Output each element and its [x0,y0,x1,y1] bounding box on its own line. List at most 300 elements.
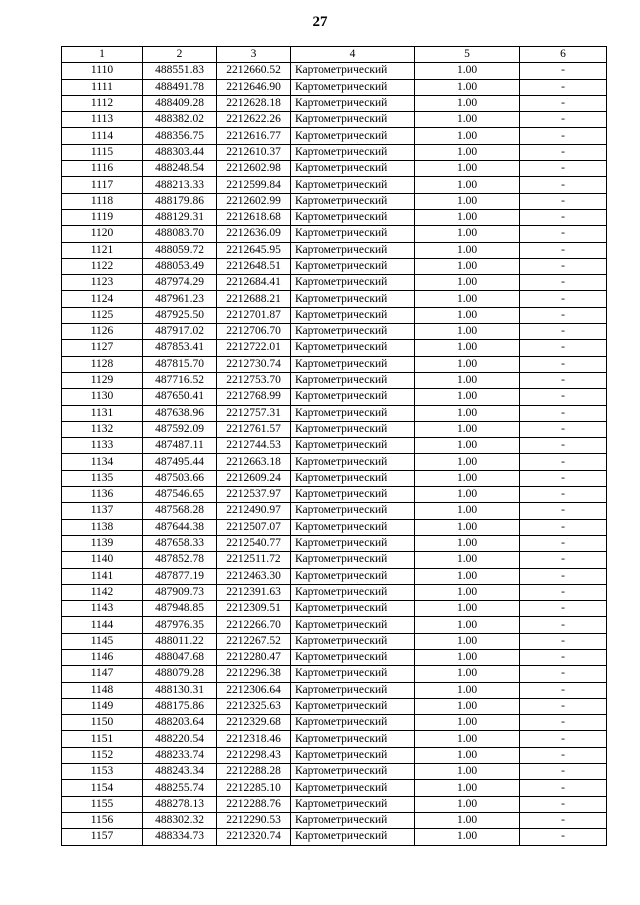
point-number-cell: 1123 [62,275,143,291]
note-cell: - [520,617,607,633]
accuracy-cell: 1.00 [415,177,520,193]
y-coordinate-cell: 2212753.70 [217,372,291,388]
y-coordinate-cell: 2212722.01 [217,340,291,356]
accuracy-cell: 1.00 [415,193,520,209]
note-cell: - [520,161,607,177]
method-cell: Картометрический [291,405,415,421]
note-cell: - [520,812,607,828]
table-row [62,682,607,698]
note-cell: - [520,63,607,79]
table-row [62,79,607,95]
point-number-cell: 1140 [62,552,143,568]
note-cell: - [520,177,607,193]
method-cell: Картометрический [291,601,415,617]
x-coordinate-cell: 487716.52 [143,372,217,388]
header-cell-6: 6 [520,47,607,63]
note-cell: - [520,568,607,584]
y-coordinate-cell: 2212490.97 [217,503,291,519]
method-cell: Картометрический [291,503,415,519]
header-cell-2: 2 [143,47,217,63]
y-coordinate-cell: 2212325.63 [217,698,291,714]
y-coordinate-cell: 2212511.72 [217,552,291,568]
accuracy-cell: 1.00 [415,552,520,568]
header-cell-1: 1 [62,47,143,63]
note-cell: - [520,649,607,665]
y-coordinate-cell: 2212616.77 [217,128,291,144]
x-coordinate-cell: 487917.02 [143,324,217,340]
accuracy-cell: 1.00 [415,698,520,714]
method-cell: Картометрический [291,242,415,258]
x-coordinate-cell: 487976.35 [143,617,217,633]
table-row [62,372,607,388]
y-coordinate-cell: 2212730.74 [217,356,291,372]
y-coordinate-cell: 2212622.26 [217,112,291,128]
point-number-cell: 1150 [62,715,143,731]
x-coordinate-cell: 487592.09 [143,421,217,437]
y-coordinate-cell: 2212298.43 [217,747,291,763]
method-cell: Картометрический [291,617,415,633]
table-body [62,63,607,845]
table-row [62,356,607,372]
point-number-cell: 1147 [62,666,143,682]
accuracy-cell: 1.00 [415,242,520,258]
accuracy-cell: 1.00 [415,405,520,421]
accuracy-cell: 1.00 [415,633,520,649]
accuracy-cell: 1.00 [415,307,520,323]
accuracy-cell: 1.00 [415,584,520,600]
point-number-cell: 1136 [62,487,143,503]
table-row [62,764,607,780]
point-number-cell: 1117 [62,177,143,193]
note-cell: - [520,372,607,388]
x-coordinate-cell: 488079.28 [143,666,217,682]
x-coordinate-cell: 488491.78 [143,79,217,95]
note-cell: - [520,535,607,551]
accuracy-cell: 1.00 [415,780,520,796]
y-coordinate-cell: 2212610.37 [217,144,291,160]
note-cell: - [520,340,607,356]
accuracy-cell: 1.00 [415,112,520,128]
accuracy-cell: 1.00 [415,389,520,405]
method-cell: Картометрический [291,747,415,763]
table-row [62,649,607,665]
note-cell: - [520,226,607,242]
y-coordinate-cell: 2212701.87 [217,307,291,323]
y-coordinate-cell: 2212320.74 [217,829,291,845]
point-number-cell: 1113 [62,112,143,128]
point-number-cell: 1130 [62,389,143,405]
x-coordinate-cell: 487815.70 [143,356,217,372]
x-coordinate-cell: 488278.13 [143,796,217,812]
method-cell: Картометрический [291,372,415,388]
accuracy-cell: 1.00 [415,470,520,486]
x-coordinate-cell: 488011.22 [143,633,217,649]
table-row [62,389,607,405]
y-coordinate-cell: 2212318.46 [217,731,291,747]
point-number-cell: 1153 [62,764,143,780]
method-cell: Картометрический [291,209,415,225]
note-cell: - [520,356,607,372]
x-coordinate-cell: 487852.78 [143,552,217,568]
table-row [62,438,607,454]
note-cell: - [520,682,607,698]
y-coordinate-cell: 2212663.18 [217,454,291,470]
point-number-cell: 1151 [62,731,143,747]
point-number-cell: 1120 [62,226,143,242]
point-number-cell: 1122 [62,258,143,274]
x-coordinate-cell: 488179.86 [143,193,217,209]
point-number-cell: 1132 [62,421,143,437]
x-coordinate-cell: 488130.31 [143,682,217,698]
y-coordinate-cell: 2212540.77 [217,535,291,551]
method-cell: Картометрический [291,275,415,291]
method-cell: Картометрический [291,649,415,665]
table-row [62,454,607,470]
accuracy-cell: 1.00 [415,324,520,340]
x-coordinate-cell: 487546.65 [143,487,217,503]
table-header [62,47,607,63]
point-number-cell: 1133 [62,438,143,454]
x-coordinate-cell: 487503.66 [143,470,217,486]
x-coordinate-cell: 487644.38 [143,519,217,535]
method-cell: Картометрический [291,519,415,535]
x-coordinate-cell: 488334.73 [143,829,217,845]
header-cell-3: 3 [217,47,291,63]
note-cell: - [520,242,607,258]
point-number-cell: 1115 [62,144,143,160]
table-row [62,519,607,535]
point-number-cell: 1157 [62,829,143,845]
x-coordinate-cell: 488382.02 [143,112,217,128]
x-coordinate-cell: 488409.28 [143,95,217,111]
page-number: 27 [312,14,328,30]
point-number-cell: 1144 [62,617,143,633]
x-coordinate-cell: 487650.41 [143,389,217,405]
accuracy-cell: 1.00 [415,421,520,437]
method-cell: Картометрический [291,535,415,551]
y-coordinate-cell: 2212290.53 [217,812,291,828]
point-number-cell: 1141 [62,568,143,584]
point-number-cell: 1138 [62,519,143,535]
method-cell: Картометрический [291,487,415,503]
accuracy-cell: 1.00 [415,209,520,225]
table-row [62,209,607,225]
table-row [62,470,607,486]
table-row [62,128,607,144]
table-row [62,242,607,258]
point-number-cell: 1127 [62,340,143,356]
y-coordinate-cell: 2212329.68 [217,715,291,731]
y-coordinate-cell: 2212602.99 [217,193,291,209]
note-cell: - [520,829,607,845]
x-coordinate-cell: 487925.50 [143,307,217,323]
method-cell: Картометрический [291,95,415,111]
y-coordinate-cell: 2212757.31 [217,405,291,421]
table-row [62,552,607,568]
note-cell: - [520,291,607,307]
x-coordinate-cell: 488129.31 [143,209,217,225]
accuracy-cell: 1.00 [415,829,520,845]
method-cell: Картометрический [291,780,415,796]
note-cell: - [520,715,607,731]
method-cell: Картометрический [291,258,415,274]
y-coordinate-cell: 2212645.95 [217,242,291,258]
table-row [62,487,607,503]
note-cell: - [520,796,607,812]
method-cell: Картометрический [291,128,415,144]
header-row [62,47,607,63]
point-number-cell: 1139 [62,535,143,551]
x-coordinate-cell: 488255.74 [143,780,217,796]
accuracy-cell: 1.00 [415,275,520,291]
method-cell: Картометрический [291,698,415,714]
point-number-cell: 1145 [62,633,143,649]
point-number-cell: 1118 [62,193,143,209]
x-coordinate-cell: 488047.68 [143,649,217,665]
y-coordinate-cell: 2212688.21 [217,291,291,307]
note-cell: - [520,487,607,503]
y-coordinate-cell: 2212288.28 [217,764,291,780]
y-coordinate-cell: 2212507.07 [217,519,291,535]
y-coordinate-cell: 2212761.57 [217,421,291,437]
table-row [62,112,607,128]
table-row [62,421,607,437]
y-coordinate-cell: 2212306.64 [217,682,291,698]
method-cell: Картометрический [291,177,415,193]
accuracy-cell: 1.00 [415,356,520,372]
note-cell: - [520,405,607,421]
method-cell: Картометрический [291,812,415,828]
note-cell: - [520,747,607,763]
method-cell: Картометрический [291,470,415,486]
note-cell: - [520,601,607,617]
accuracy-cell: 1.00 [415,666,520,682]
x-coordinate-cell: 487853.41 [143,340,217,356]
method-cell: Картометрический [291,829,415,845]
y-coordinate-cell: 2212646.90 [217,79,291,95]
method-cell: Картометрический [291,438,415,454]
table-row [62,275,607,291]
table-row [62,161,607,177]
x-coordinate-cell: 487638.96 [143,405,217,421]
x-coordinate-cell: 488233.74 [143,747,217,763]
point-number-cell: 1152 [62,747,143,763]
accuracy-cell: 1.00 [415,682,520,698]
table-row [62,698,607,714]
x-coordinate-cell: 488551.83 [143,63,217,79]
point-number-cell: 1112 [62,95,143,111]
point-number-cell: 1128 [62,356,143,372]
table-row [62,226,607,242]
x-coordinate-cell: 488302.32 [143,812,217,828]
method-cell: Картометрический [291,79,415,95]
table-row [62,177,607,193]
note-cell: - [520,421,607,437]
note-cell: - [520,389,607,405]
accuracy-cell: 1.00 [415,535,520,551]
table-row [62,829,607,845]
table-row [62,291,607,307]
note-cell: - [520,112,607,128]
method-cell: Картометрический [291,161,415,177]
y-coordinate-cell: 2212636.09 [217,226,291,242]
method-cell: Картометрический [291,356,415,372]
accuracy-cell: 1.00 [415,372,520,388]
table-row [62,780,607,796]
point-number-cell: 1125 [62,307,143,323]
table-row [62,63,607,79]
accuracy-cell: 1.00 [415,519,520,535]
note-cell: - [520,307,607,323]
x-coordinate-cell: 487877.19 [143,568,217,584]
x-coordinate-cell: 488303.44 [143,144,217,160]
note-cell: - [520,128,607,144]
accuracy-cell: 1.00 [415,128,520,144]
method-cell: Картометрический [291,112,415,128]
table-row [62,715,607,731]
method-cell: Картометрический [291,764,415,780]
accuracy-cell: 1.00 [415,731,520,747]
accuracy-cell: 1.00 [415,63,520,79]
accuracy-cell: 1.00 [415,291,520,307]
method-cell: Картометрический [291,454,415,470]
accuracy-cell: 1.00 [415,487,520,503]
table-row [62,812,607,828]
y-coordinate-cell: 2212280.47 [217,649,291,665]
point-number-cell: 1146 [62,649,143,665]
table-row [62,617,607,633]
table-row [62,95,607,111]
header-cell-5: 5 [415,47,520,63]
table-row [62,747,607,763]
accuracy-cell: 1.00 [415,601,520,617]
table-row [62,405,607,421]
method-cell: Картометрический [291,324,415,340]
method-cell: Картометрический [291,226,415,242]
accuracy-cell: 1.00 [415,454,520,470]
accuracy-cell: 1.00 [415,764,520,780]
x-coordinate-cell: 488083.70 [143,226,217,242]
accuracy-cell: 1.00 [415,568,520,584]
accuracy-cell: 1.00 [415,95,520,111]
method-cell: Картометрический [291,307,415,323]
table-row [62,568,607,584]
y-coordinate-cell: 2212609.24 [217,470,291,486]
x-coordinate-cell: 487495.44 [143,454,217,470]
note-cell: - [520,438,607,454]
note-cell: - [520,209,607,225]
table-row [62,340,607,356]
note-cell: - [520,470,607,486]
note-cell: - [520,258,607,274]
method-cell: Картометрический [291,63,415,79]
x-coordinate-cell: 487948.85 [143,601,217,617]
point-number-cell: 1143 [62,601,143,617]
point-number-cell: 1142 [62,584,143,600]
accuracy-cell: 1.00 [415,161,520,177]
y-coordinate-cell: 2212391.63 [217,584,291,600]
point-number-cell: 1111 [62,79,143,95]
accuracy-cell: 1.00 [415,649,520,665]
table-row [62,731,607,747]
x-coordinate-cell: 488175.86 [143,698,217,714]
accuracy-cell: 1.00 [415,796,520,812]
y-coordinate-cell: 2212463.30 [217,568,291,584]
point-number-cell: 1154 [62,780,143,796]
point-number-cell: 1137 [62,503,143,519]
table-row [62,258,607,274]
table-row [62,144,607,160]
method-cell: Картометрический [291,552,415,568]
y-coordinate-cell: 2212602.98 [217,161,291,177]
table-row [62,796,607,812]
accuracy-cell: 1.00 [415,258,520,274]
accuracy-cell: 1.00 [415,79,520,95]
y-coordinate-cell: 2212296.38 [217,666,291,682]
point-number-cell: 1134 [62,454,143,470]
y-coordinate-cell: 2212309.51 [217,601,291,617]
point-number-cell: 1135 [62,470,143,486]
note-cell: - [520,633,607,649]
note-cell: - [520,503,607,519]
table-row [62,584,607,600]
y-coordinate-cell: 2212648.51 [217,258,291,274]
method-cell: Картометрический [291,682,415,698]
accuracy-cell: 1.00 [415,617,520,633]
accuracy-cell: 1.00 [415,715,520,731]
y-coordinate-cell: 2212768.99 [217,389,291,405]
point-number-cell: 1155 [62,796,143,812]
y-coordinate-cell: 2212684.41 [217,275,291,291]
x-coordinate-cell: 487568.28 [143,503,217,519]
method-cell: Картометрический [291,633,415,649]
method-cell: Картометрический [291,144,415,160]
x-coordinate-cell: 488203.64 [143,715,217,731]
header-cell-4: 4 [291,47,415,63]
point-number-cell: 1116 [62,161,143,177]
method-cell: Картометрический [291,731,415,747]
method-cell: Картометрический [291,291,415,307]
y-coordinate-cell: 2212266.70 [217,617,291,633]
y-coordinate-cell: 2212288.76 [217,796,291,812]
table-row [62,307,607,323]
note-cell: - [520,698,607,714]
method-cell: Картометрический [291,666,415,682]
note-cell: - [520,95,607,111]
accuracy-cell: 1.00 [415,226,520,242]
point-number-cell: 1129 [62,372,143,388]
accuracy-cell: 1.00 [415,340,520,356]
x-coordinate-cell: 488356.75 [143,128,217,144]
x-coordinate-cell: 488213.33 [143,177,217,193]
y-coordinate-cell: 2212537.97 [217,487,291,503]
x-coordinate-cell: 488059.72 [143,242,217,258]
method-cell: Картометрический [291,568,415,584]
coordinates-table [61,46,607,846]
note-cell: - [520,519,607,535]
note-cell: - [520,324,607,340]
table-row [62,633,607,649]
note-cell: - [520,144,607,160]
point-number-cell: 1131 [62,405,143,421]
table-row [62,666,607,682]
method-cell: Картометрический [291,715,415,731]
note-cell: - [520,454,607,470]
point-number-cell: 1119 [62,209,143,225]
point-number-cell: 1126 [62,324,143,340]
y-coordinate-cell: 2212285.10 [217,780,291,796]
method-cell: Картометрический [291,193,415,209]
